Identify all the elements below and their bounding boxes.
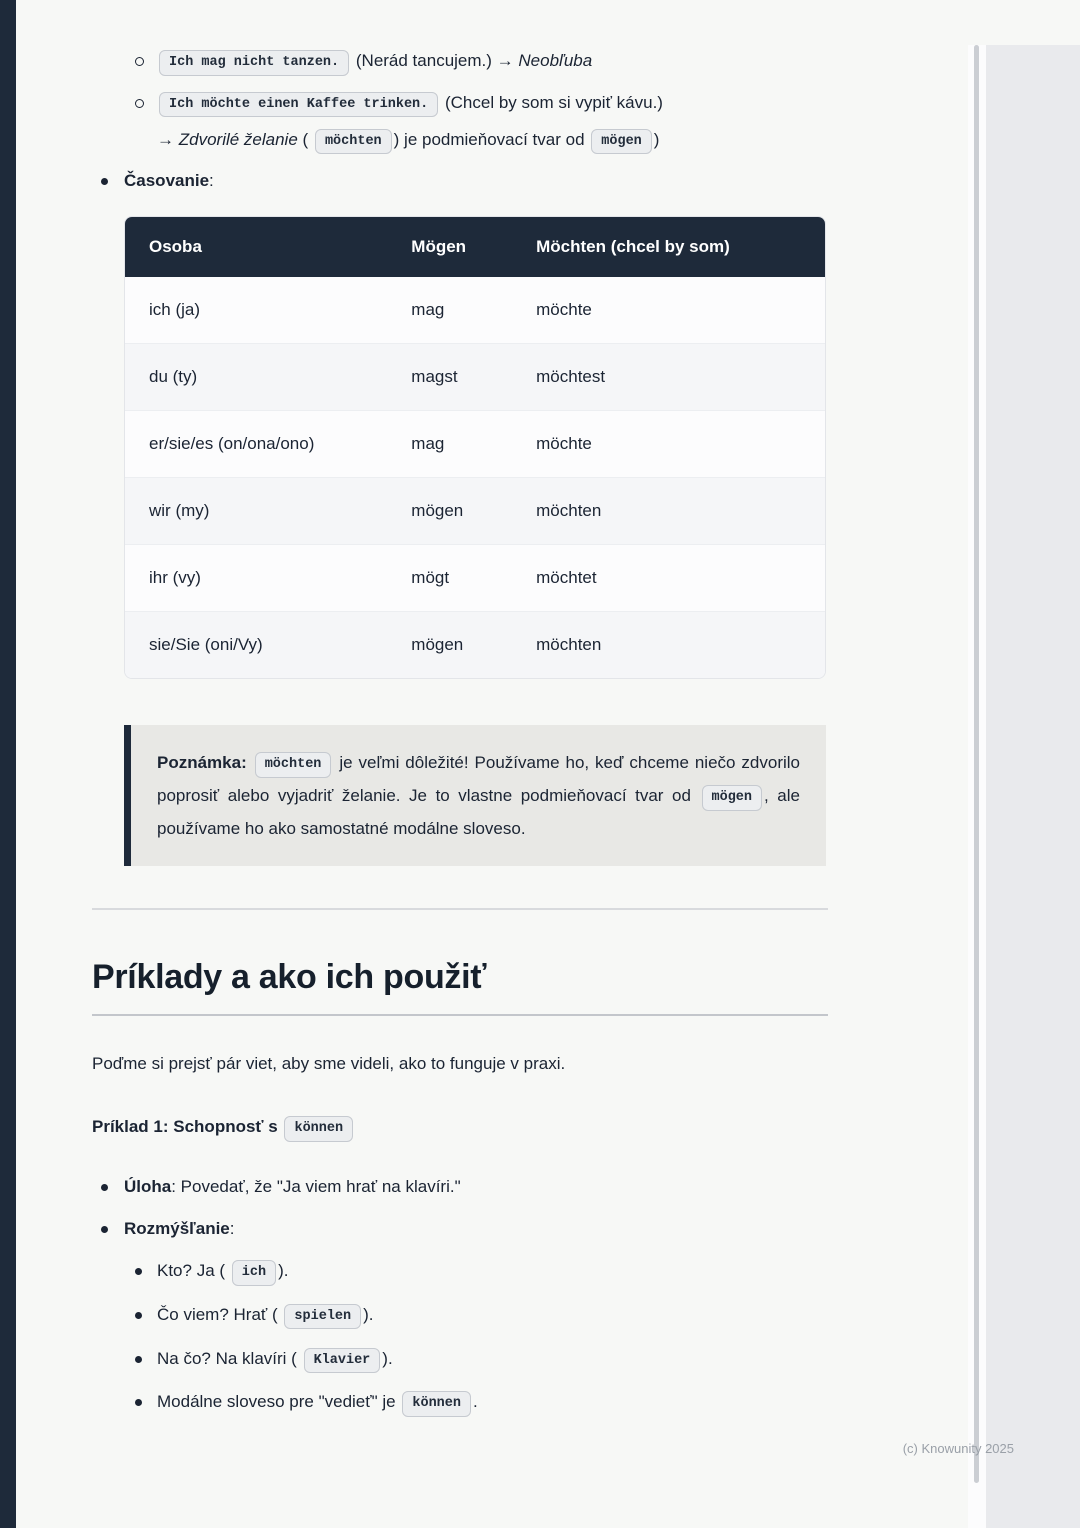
- table-cell: du (ty): [125, 343, 387, 410]
- inline-code: ich: [232, 1260, 276, 1286]
- table-row: [125, 343, 825, 410]
- text: je veľmi dôležité! Používame ho, keď chceme niečo zdvorilo poprosiť alebo vyjadriť želanie. Je to vlastne podmieňovací tvar od: [157, 753, 800, 806]
- conjugation-intro-list: [92, 166, 828, 196]
- continuation-line: [157, 125, 828, 155]
- text: Čo viem? Hrať (: [157, 1304, 278, 1324]
- text: Kto? Ja (: [157, 1261, 226, 1281]
- note-callout: [124, 725, 826, 866]
- list-item: [92, 46, 828, 76]
- table-cell: möchten: [512, 611, 825, 678]
- italic-text: Zdvorilé želanie: [178, 129, 298, 149]
- reasoning-steps-list: [124, 1256, 828, 1417]
- text: ) je podmieňovací tvar od: [393, 129, 585, 149]
- table-cell: möchte: [512, 410, 825, 477]
- text: ).: [363, 1304, 374, 1324]
- table-cell: ich (ja): [125, 277, 387, 343]
- header-cell: Mögen: [387, 217, 512, 277]
- list-item: [92, 1214, 828, 1417]
- table-cell: ihr (vy): [125, 544, 387, 611]
- list-item: [124, 1387, 828, 1417]
- table-row: [125, 611, 825, 678]
- table-cell: mag: [387, 277, 512, 343]
- right-margin-panel: [986, 45, 1080, 1528]
- text: .: [472, 1392, 478, 1412]
- usage-examples-list: [92, 46, 828, 154]
- inline-code: mögen: [591, 129, 652, 155]
- inline-code: können: [284, 1116, 353, 1142]
- text: , ale používame ho ako samostatné modálne sloveso.: [157, 786, 800, 839]
- table-cell: magst: [387, 343, 512, 410]
- left-accent-bar: [0, 0, 16, 1528]
- document-content: [92, 46, 828, 1431]
- text: :: [229, 1219, 235, 1239]
- section-intro-paragraph: Poďme si prejsť pár viet, aby sme videli, ako to funguje v praxi.: [92, 1054, 566, 1074]
- inline-code: können: [402, 1391, 471, 1417]
- list-item: [92, 88, 828, 155]
- table-cell: möchtet: [512, 544, 825, 611]
- table-cell: wir (my): [125, 477, 387, 544]
- bold-text: Úloha: [124, 1176, 172, 1196]
- table-cell: mögen: [387, 477, 512, 544]
- example1-heading: [92, 1111, 828, 1143]
- section-title: Príklady a ako ich použiť: [92, 958, 828, 1016]
- note-label: Poznámka:: [157, 753, 247, 772]
- table-cell: mag: [387, 410, 512, 477]
- example1-list: [92, 1172, 828, 1418]
- header-cell: Osoba: [125, 217, 387, 277]
- bold-text: Časovanie: [124, 171, 210, 191]
- scrollbar-thumb[interactable]: [974, 45, 979, 1483]
- header-cell: Möchten (chcel by som): [512, 217, 825, 277]
- text: (: [302, 129, 309, 149]
- list-item: [124, 1256, 828, 1286]
- text: ).: [278, 1261, 289, 1281]
- text: Na čo? Na klavíri (: [157, 1348, 297, 1368]
- text: (Nerád tancujem.) →: [355, 51, 514, 70]
- table-header-row: [125, 217, 825, 277]
- inline-code: spielen: [284, 1304, 361, 1330]
- list-item: [92, 1172, 828, 1202]
- table-cell: möchtest: [512, 343, 825, 410]
- table-cell: sie/Sie (oni/Vy): [125, 611, 387, 678]
- section-divider: [92, 908, 828, 910]
- table-row: [125, 410, 825, 477]
- conjugation-table: [125, 217, 825, 678]
- text: : Povedať, že "Ja viem hrať na klavíri.": [171, 1176, 461, 1196]
- bold-text: Príklad 1: Schopnosť s: [92, 1117, 278, 1137]
- inline-code: mögen: [702, 785, 763, 811]
- list-item: [124, 1344, 828, 1374]
- conjugation-table-container: [124, 216, 826, 679]
- table-cell: mögen: [387, 611, 512, 678]
- table-row: [125, 544, 825, 611]
- table-row: [125, 277, 825, 343]
- text: (Chcel by som si vypiť kávu.): [444, 92, 663, 112]
- arrow-text: →: [157, 129, 174, 149]
- table-cell: er/sie/es (on/ona/ono): [125, 410, 387, 477]
- table-cell: mögt: [387, 544, 512, 611]
- watermark: (c) Knowunity 2025: [902, 1441, 1014, 1456]
- inline-code: Klavier: [304, 1348, 381, 1374]
- table-cell: möchten: [512, 477, 825, 544]
- list-item: [124, 1300, 828, 1330]
- bold-text: Rozmýšľanie: [124, 1219, 230, 1239]
- list-item: [92, 166, 828, 196]
- text: ): [653, 129, 660, 149]
- italic-text: Neobľuba: [518, 51, 593, 70]
- inline-code: Ich mag nicht tanzen.: [159, 50, 349, 76]
- inline-code: möchten: [255, 752, 332, 778]
- text: ).: [382, 1348, 393, 1368]
- text: Modálne sloveso pre "vedieť" je: [157, 1392, 396, 1412]
- table-row: [125, 477, 825, 544]
- inline-code: Ich möchte einen Kaffee trinken.: [159, 92, 438, 118]
- text: :: [209, 171, 214, 191]
- table-cell: möchte: [512, 277, 825, 343]
- inline-code: möchten: [315, 129, 392, 155]
